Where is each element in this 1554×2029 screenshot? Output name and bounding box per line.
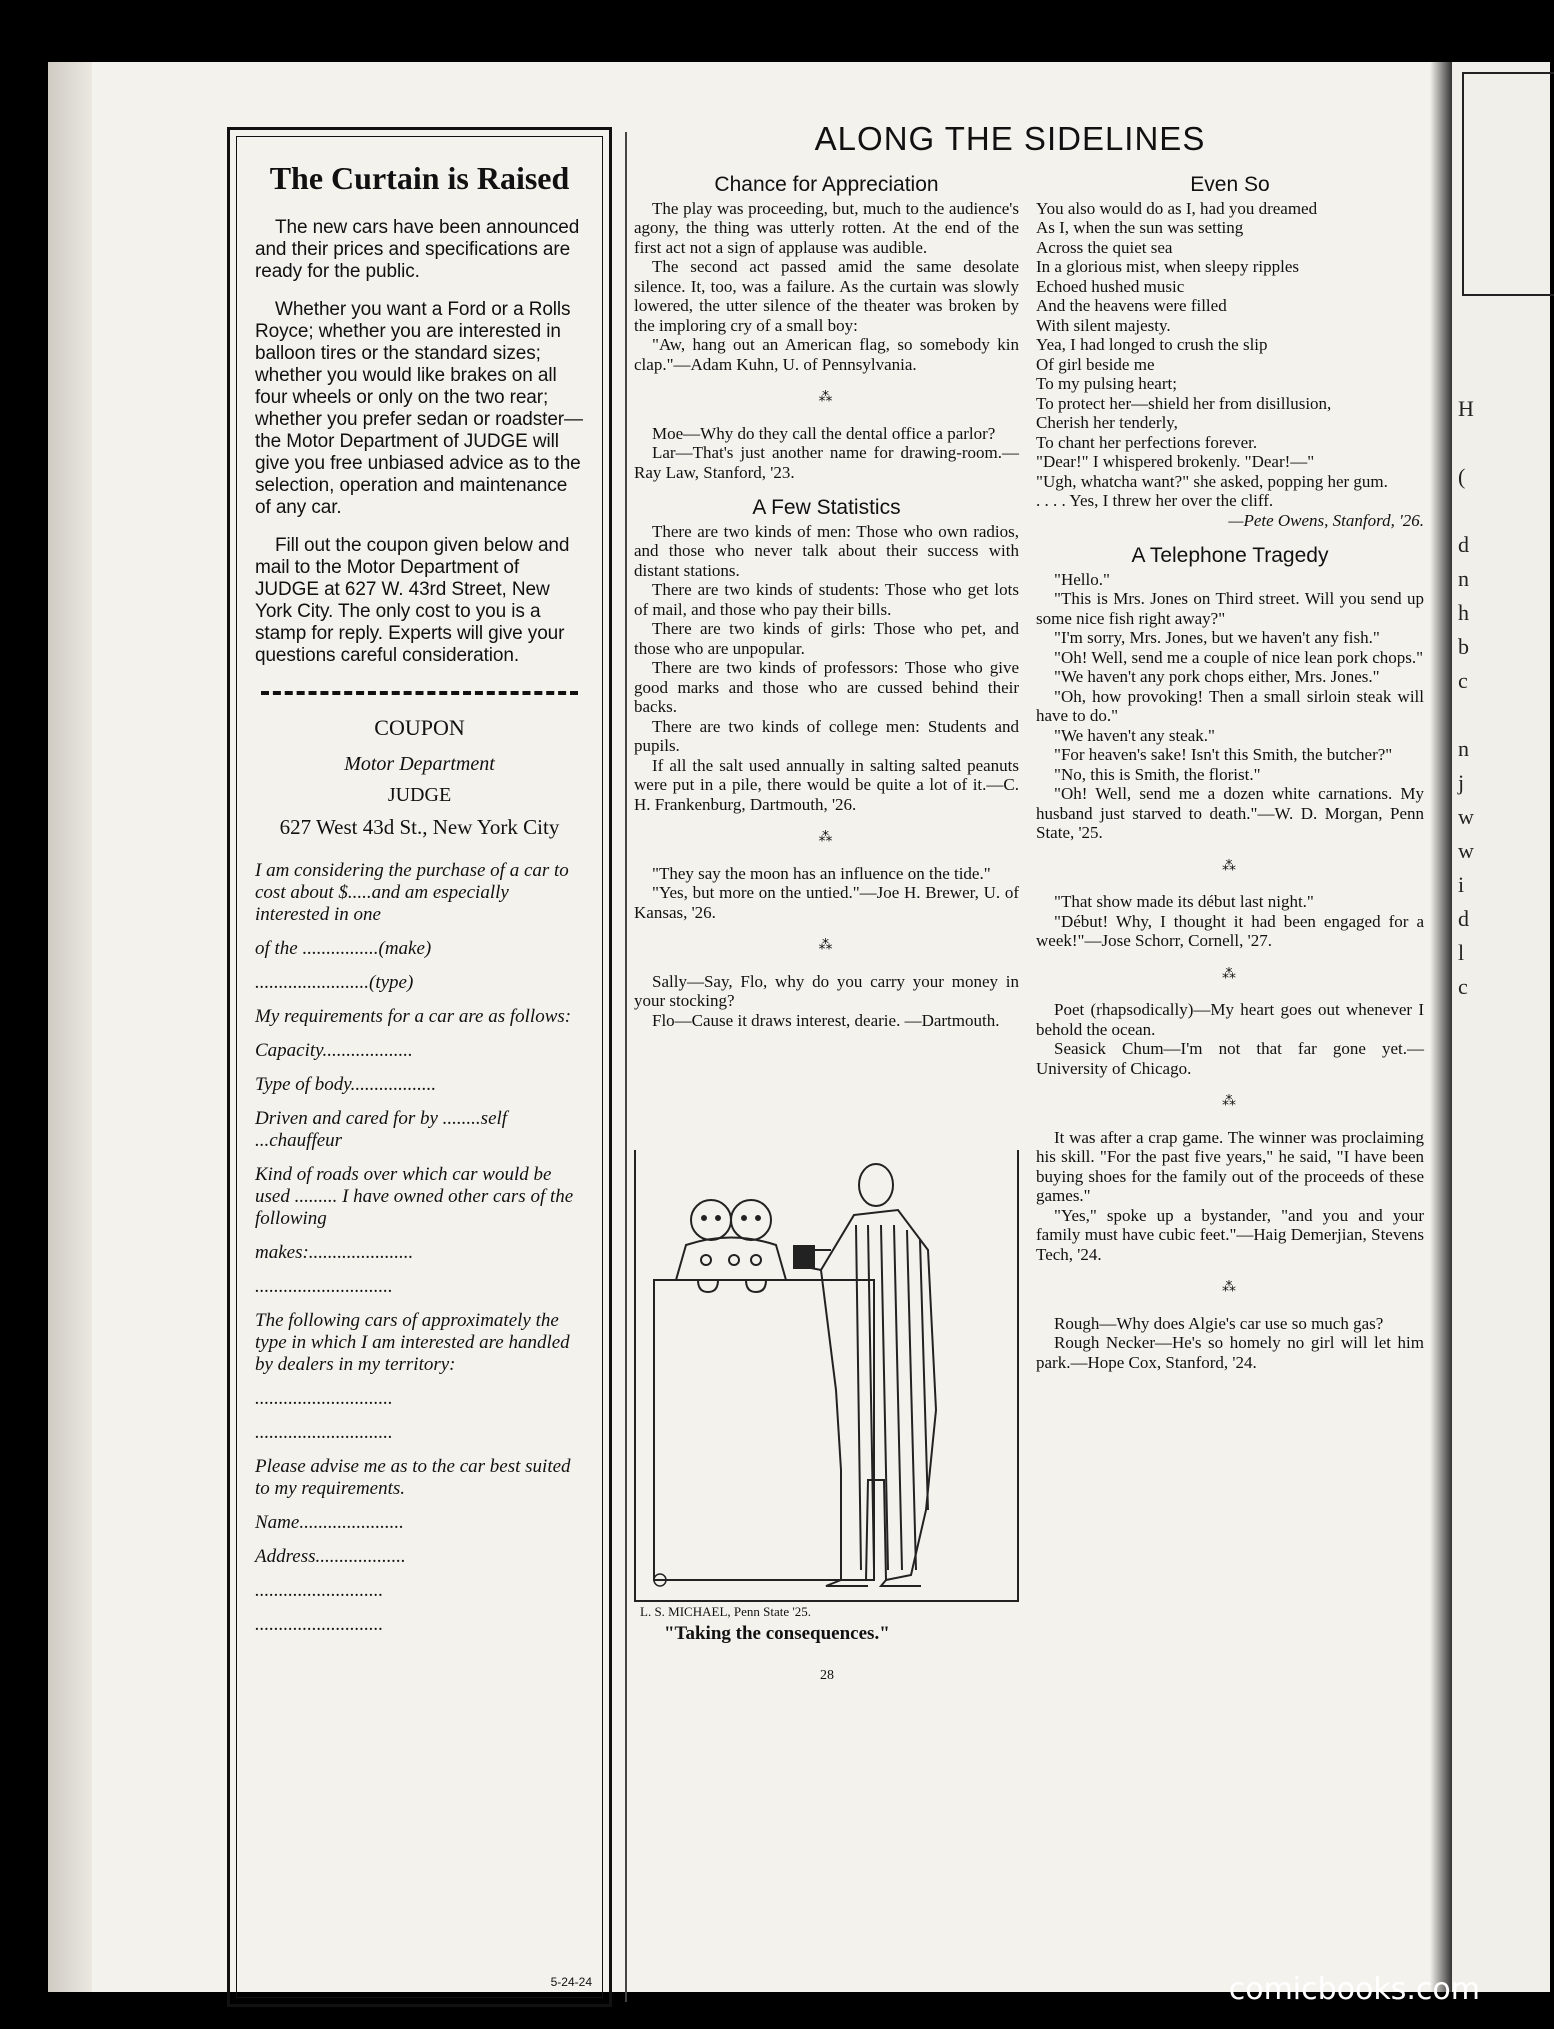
ad-paragraph: Whether you want a Ford or a Rolls Royce; whether you are interested in balloon tires or the standard sizes; whether you would like brakes on all four wheels or only on the two rear; whether you prefer sedan or roadster—the Motor Department of JUDGE will give you free unbiased advice as to the selection, operation and maintenance of any car. xyxy=(255,299,583,518)
column-rule xyxy=(625,132,627,2002)
ornament-divider: ⁂ xyxy=(818,830,835,845)
form-line[interactable]: Address................... xyxy=(255,1546,406,1567)
page-number: 28 xyxy=(820,1668,834,1683)
man-figure xyxy=(794,1164,936,1586)
joke-paragraph: "Oh, how provoking! Then a small sirloin steak will have to do." xyxy=(1036,686,1424,725)
form-line[interactable]: makes:...................... xyxy=(255,1242,414,1263)
joke-paragraph: "Hello." xyxy=(1054,569,1110,589)
page-title: ALONG THE SIDELINES xyxy=(814,120,1206,157)
poem-line: In a glorious mist, when sleepy ripples xyxy=(1036,257,1299,276)
joke-paragraph: There are two kinds of college men: Students and pupils. xyxy=(634,716,1019,755)
joke-paragraph: "Oh! Well, send me a couple of nice lean pork chops." xyxy=(1054,647,1424,667)
joke-paragraph: "Début! Why, I thought it had been engaged for a week!"—Jose Schorr, Cornell, '27. xyxy=(1036,911,1424,950)
poem-line: Cherish her tenderly, xyxy=(1036,413,1178,432)
form-line: The following cars of approximately the type in which I am interested are handled by dealers in my territory: xyxy=(255,1310,570,1375)
babies-figure xyxy=(676,1200,786,1292)
column-right xyxy=(1036,175,1424,1372)
joke-paragraph: There are two kinds of men: Those who own radios, and those who never talk about their success with distant stations. xyxy=(634,521,1019,580)
poem-line: To my pulsing heart; xyxy=(1036,374,1177,393)
poem-line: Echoed hushed music xyxy=(1036,276,1185,296)
column-left xyxy=(634,175,1019,1030)
joke-paragraph: "We haven't any steak." xyxy=(1054,725,1215,745)
form-line: My requirements for a car are as follows: xyxy=(255,1006,572,1027)
ad-date: 5-24-24 xyxy=(550,1975,592,1989)
form-line[interactable]: Type of body.................. xyxy=(255,1074,437,1095)
joke-paragraph: "Yes, but more on the untied."—Joe H. Brewer, U. of Kansas, '26. xyxy=(634,883,1019,922)
form-line[interactable]: Name...................... xyxy=(255,1512,404,1533)
joke-paragraph: There are two kinds of girls: Those who pet, and those who are unpopular. xyxy=(634,619,1019,658)
joke-paragraph: Rough—Why does Algie's car use so much gas? xyxy=(1054,1313,1384,1333)
joke-paragraph: Seasick Chum—I'm not that far gone yet.—University of Chicago. xyxy=(1036,1039,1424,1078)
joke-paragraph: "For heaven's sake! Isn't this Smith, the butcher?" xyxy=(1054,745,1393,764)
joke-paragraph: There are two kinds of professors: Those who give good marks and those who are cussed behind their backs. xyxy=(634,658,1019,716)
joke-paragraph: There are two kinds of students: Those who get lots of mail, and those who pay their bills. xyxy=(634,580,1019,619)
form-line[interactable]: ............................. xyxy=(255,1422,393,1443)
poem-line: You also would do as I, had you dreamed xyxy=(1036,198,1318,218)
joke-paragraph: "That show made its début last night." xyxy=(1054,892,1314,911)
joke-paragraph: The second act passed amid the same desolate silence. It, too, was a failure. As the curtain was slowly lowered, the utter silence of the theater was broken by the imploring cry of a small boy: xyxy=(634,257,1019,335)
joke-paragraph: If all the salt used annually in salting salted peanuts were put in a pile, there would be quite a lot of it.—C. H. Frankenburg, Dartmouth, '26. xyxy=(634,755,1019,814)
ornament-divider: ⁂ xyxy=(818,938,835,953)
section-heading: A Few Statistics xyxy=(752,496,901,519)
joke-paragraph: Rough Necker—He's so homely no girl will let him park.—Hope Cox, Stanford, '24. xyxy=(1036,1333,1424,1372)
coupon-judge: JUDGE xyxy=(387,784,452,806)
cartoon-drawing xyxy=(636,1150,1017,1600)
page-gutter xyxy=(1430,62,1452,1992)
form-line[interactable]: ........................... xyxy=(255,1614,384,1635)
poem-signature: —Pete Owens, Stanford, '26. xyxy=(1228,510,1424,530)
poem-line: Across the quiet sea xyxy=(1036,237,1173,257)
next-page-sliver xyxy=(1448,62,1550,1992)
joke-paragraph: "No, this is Smith, the florist." xyxy=(1054,764,1261,784)
form-line[interactable]: ........................(type) xyxy=(255,972,414,993)
joke-paragraph: Moe—Why do they call the dental office a parlor? xyxy=(652,423,996,443)
joke-paragraph: "We haven't any pork chops either, Mrs. Jones." xyxy=(1054,667,1380,686)
joke-paragraph: Poet (rhapsodically)—My heart goes out whenever I behold the ocean. xyxy=(1036,1000,1424,1039)
form-line[interactable]: ............................. xyxy=(255,1388,393,1409)
form-line: Please advise me as to the car best suited to my requirements. xyxy=(255,1456,571,1499)
joke-paragraph: "Aw, hang out an American flag, so somebody kin clap."—Adam Kuhn, U. of Pennsylvania. xyxy=(634,335,1019,374)
poem xyxy=(1036,199,1424,511)
poem-line: Yea, I had longed to crush the slip xyxy=(1036,335,1268,354)
ad-title: The Curtain is Raised xyxy=(269,160,570,196)
form-line[interactable]: Capacity................... xyxy=(255,1040,413,1061)
ornament-divider: ⁂ xyxy=(1222,1094,1238,1109)
cartoon-caption: "Taking the consequences." xyxy=(664,1623,890,1644)
ad-inner xyxy=(236,136,603,1998)
coupon-address: 627 West 43d St., New York City xyxy=(279,815,560,839)
ornament-divider: ⁂ xyxy=(1222,858,1238,874)
ad-paragraph: The new cars have been announced and their prices and specifications are ready for the public. xyxy=(255,217,580,282)
joke-paragraph: "This is Mrs. Jones on Third street. Will you send up some nice fish right away?" xyxy=(1036,589,1424,628)
poem-line: Of girl beside me xyxy=(1036,354,1155,374)
page-edge xyxy=(48,62,92,1992)
watermark: comicbooks.com xyxy=(1228,1972,1480,2007)
joke-paragraph: "I'm sorry, Mrs. Jones, but we haven't any fish." xyxy=(1054,628,1380,647)
ad-paragraph: Fill out the coupon given below and mail to the Motor Department of JUDGE at 627 W. 43rd Street, New York City. The only cost to you is a stamp for reply. Experts will give your questions careful consideration. xyxy=(255,535,570,666)
form-line[interactable]: ............................. xyxy=(255,1276,393,1297)
section-heading: A Telephone Tragedy xyxy=(1131,544,1329,567)
next-page-letters: H ( d n h b c n j w w i d l c xyxy=(1458,396,1474,999)
poem-line: And the heavens were filled xyxy=(1036,296,1227,315)
coupon-cut-line xyxy=(261,691,578,695)
form-line[interactable]: Driven and cared for by ........self ...chauffeur xyxy=(255,1108,508,1151)
poem-line: With silent majesty. xyxy=(1036,315,1171,335)
poem-line: . . . . Yes, I threw her over the cliff. xyxy=(1036,491,1274,510)
joke-paragraph: Lar—That's just another name for drawing-room.—Ray Law, Stanford, '23. xyxy=(634,443,1019,482)
joke-paragraph: "They say the moon has an influence on the tide." xyxy=(652,863,991,883)
form-line[interactable]: of the ................(make) xyxy=(255,938,432,959)
joke-paragraph: The play was proceeding, but, much to the audience's agony, the thing was utterly rotten. At the end of the first act not a sign of applause was audible. xyxy=(634,198,1019,257)
ornament-divider: ⁂ xyxy=(1222,1280,1238,1295)
form-line[interactable]: ........................... xyxy=(255,1580,384,1601)
poem-line: To chant her perfections forever. xyxy=(1036,432,1258,452)
ad-box xyxy=(227,127,612,2007)
cartoon-illustration xyxy=(634,1150,1019,1602)
joke-paragraph: Flo—Cause it draws interest, dearie. —Dartmouth. xyxy=(652,1010,1000,1030)
form-line[interactable]: I am considering the purchase of a car to cost about $.....and am especially interested in one xyxy=(255,860,569,925)
joke-paragraph: It was after a crap game. The winner was proclaiming his skill. "For the past five years," he said, "I have been buying shoes for the family out of the proceeds of these games." xyxy=(1036,1127,1424,1205)
ornament-divider: ⁂ xyxy=(818,390,835,405)
joke-paragraph: Sally—Say, Flo, why do you carry your money in your stocking? xyxy=(634,971,1019,1010)
section-heading: Chance for Appreciation xyxy=(714,173,939,196)
joke-paragraph: "Yes," spoke up a bystander, "and you and your family must have cubic feet."—Haig Demerjian, Stevens Tech, '24. xyxy=(1036,1205,1424,1264)
cartoon-credit: L. S. MICHAEL, Penn State '25. xyxy=(640,1604,811,1619)
coupon-dept: Motor Department xyxy=(344,753,495,775)
next-page-box xyxy=(1462,72,1554,296)
poem-line: "Ugh, whatcha want?" she asked, popping her gum. xyxy=(1036,471,1388,491)
ornament-divider: ⁂ xyxy=(1222,966,1238,982)
coupon-title: COUPON xyxy=(374,715,465,740)
form-line[interactable]: Kind of roads over which car would be used ......... I have owned other cars of the following xyxy=(255,1164,574,1229)
poem-line: "Dear!" I whispered brokenly. "Dear!—" xyxy=(1036,452,1315,471)
poem-line: To protect her—shield her from disillusion, xyxy=(1036,393,1332,413)
poem-line: As I, when the sun was setting xyxy=(1036,218,1244,237)
joke-paragraph: "Oh! Well, send me a dozen white carnations. My husband just starved to death."—W. D. Morgan, Penn State, '25. xyxy=(1036,784,1424,842)
section-heading: Even So xyxy=(1190,173,1270,196)
coupon-form xyxy=(255,860,584,1636)
